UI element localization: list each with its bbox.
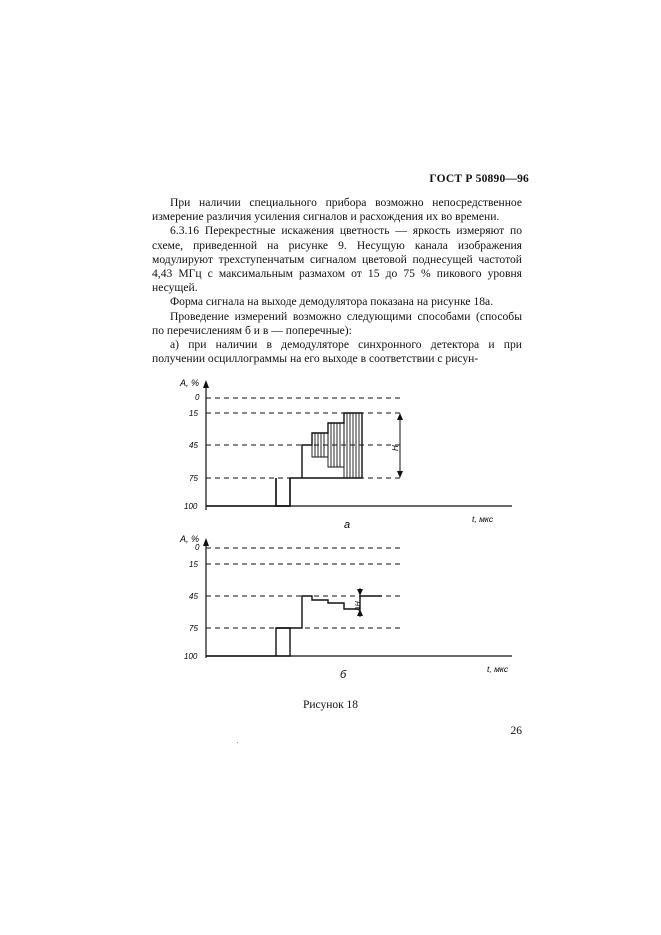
tick-label: 100	[184, 502, 198, 511]
plot-b-annotation: ΔH	[355, 601, 362, 611]
plot-b-y-label: A, %	[180, 534, 200, 544]
tick-label: 75	[189, 624, 198, 633]
scan-speck	[237, 742, 238, 743]
plot-a-annotation: H	[391, 445, 400, 451]
tick-label: 0	[195, 393, 200, 402]
plot-b-x-label: t, мкс	[487, 664, 509, 674]
plot-b	[179, 534, 512, 681]
tick-label: 45	[189, 441, 198, 450]
paragraph: Форма сигнала на выходе демодулятора показана на рисунке 18а.	[170, 295, 494, 309]
tick-label: 45	[189, 592, 198, 601]
paragraph: Проведение измерений возможно следующими способами (способы по перечислениям б и в — поперечные):	[152, 309, 522, 337]
tick-label: 100	[184, 652, 198, 661]
plot-a-y-label: A, %	[180, 378, 200, 388]
document-header: ГОСТ Р 50890—96	[429, 173, 529, 185]
plot-b-sublabel: б	[340, 669, 347, 681]
plot-a-x-label: t, мкс	[472, 514, 494, 524]
plot-a-sublabel: а	[344, 519, 351, 531]
paragraph: 6.3.16 Перекрестные искажения цветность — яркость измеряют по схеме, приведенной на рисунке 9. Несущую канала изображения модулируют трехступенчатым сигналом цветовой поднесущей частотой 4,43 МГц с максимальным размахом от 15 до 75 % пикового уровня несущей.	[152, 224, 522, 295]
plot-a	[179, 378, 512, 531]
tick-label: 75	[189, 474, 198, 483]
figure-18	[150, 370, 530, 695]
paragraph: При наличии специального прибора возможно непосредственное измерение различия усиления сигналов и расхождения их во времени.	[152, 196, 522, 224]
figure-caption: Рисунок 18	[302, 699, 359, 711]
body-text	[152, 196, 522, 366]
paragraph: а) при наличии в демодуляторе синхронного детектора и при получении осциллограммы на его выходе в соответствии с рисун-	[152, 338, 522, 366]
page-number: 26	[510, 725, 522, 737]
tick-label: 15	[189, 409, 198, 418]
tick-label: 15	[189, 560, 198, 569]
tick-label: 0	[195, 543, 200, 552]
